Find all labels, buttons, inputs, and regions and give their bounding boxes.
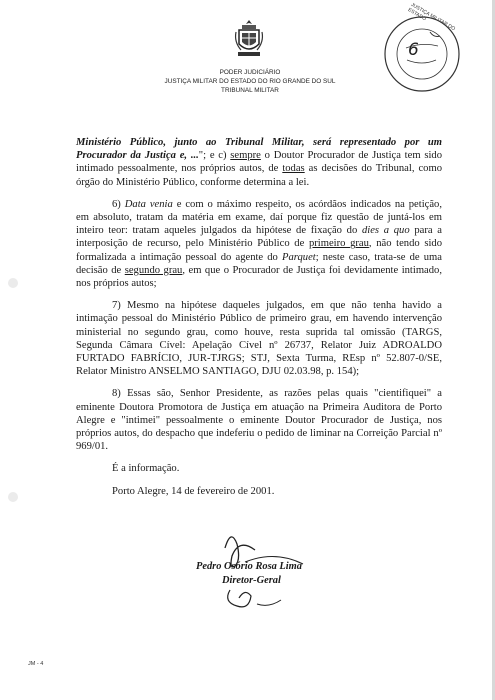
document-body [76,136,442,507]
paragraph-8: 8) Essas são, Senhor Presidente, as razões pelas quais "cientifiquei" a eminente Doutora Promotora de Justiça em atuação na Primeira Auditora de Porto Alegre e "intimei" pessoalmente o eminente Doutor Procurador de Justiça, nos próprios autos, do despacho que indeferiu o pedido de liminar na Correição Parcial nº 969/01. [76,388,442,453]
text-run: o Doutor Procurador de Justiça tem sido intimado pessoalmente, nos próprios autos, de [76,150,442,175]
text-run: para a interposição de recurso, pelo Ministério Público de [76,225,443,250]
signatory-name: Pedro Osório Rosa Lima [196,561,302,572]
underlined-word: segundo grau [124,264,183,276]
place-and-date: Porto Alegre, 14 de fevereiro de 2001. [112,485,275,497]
letterhead-line-3: TRIBUNAL MILITAR [221,87,279,94]
underlined-word: todas [282,163,305,175]
text-run: as decisões do Tribunal, como órgão do Ministério Público, conforme determina a lei. [76,163,442,188]
text-run: ; neste caso, trata-se de uma decisão de [76,251,442,276]
text-run: , não tendo sido formalizada a intimação pessoal do agente do [76,238,443,263]
text-run: 6) [112,198,125,210]
letterhead-line-1: PODER JUDICIÁRIO [219,69,281,76]
italic-term: Parquet [281,251,316,263]
underlined-word: primeiro grau [308,238,369,250]
paragraph-5-continuation [76,136,442,189]
letterhead-line-2: JUSTIÇA MILITAR DO ESTADO DO RIO GRANDE DO SUL [164,78,336,85]
letterhead [130,68,370,95]
text-run: "; e c) [198,150,231,162]
punch-hole [8,492,18,502]
italic-term: Data venia [124,198,173,210]
punch-hole [8,278,18,288]
signatory-title: Diretor-Geral [222,575,281,586]
italic-term: dies a quo [361,225,410,237]
stamp-page-number: 6 [408,40,419,60]
form-code: JM - 4 [28,661,44,667]
closing-line: É a informação. [112,463,180,475]
paragraph-6 [76,198,442,290]
stamp-label: JUSTIÇA MILITAR DO ESTADO [406,1,457,33]
text-run: , em que o Procurador de Justiça foi devidamente intimado, nos próprios autos; [76,264,443,290]
quote-bold: Ministério Público, junto ao Tribunal Militar, será representado por um Procurador da Justiça e, ... [76,137,442,162]
underlined-word: sempre [230,150,261,162]
text-run: e com o máximo respeito, os acórdãos indicados na petição, em absoluto, tratam da matéria em exame, daí porque fiz questão de juntá-los em inteiro teor: tratam aqueles julgados da hipótese de fixação do [76,198,442,237]
paragraph-7: 7) Mesmo na hipótese daqueles julgados, em que não tenha havido a intimação pessoal do Ministério Público de primeiro grau, em havendo intervenção ministerial no segundo grau, como houve, resta suprida tal omissão (TARGS, Segunda Câmara Cível: Apelação Cível nº 26737, Relator Juiz ADROALDO FURTADO FABRÍCIO, JUR-TJRGS; STJ, Sexta Turma, REsp nº 52.807-0/SE, Relator Ministro ANSELMO SANTIAGO, DJU 02.03.98, p. 154); [76,300,442,378]
state-coat-of-arms-icon [233,18,265,60]
